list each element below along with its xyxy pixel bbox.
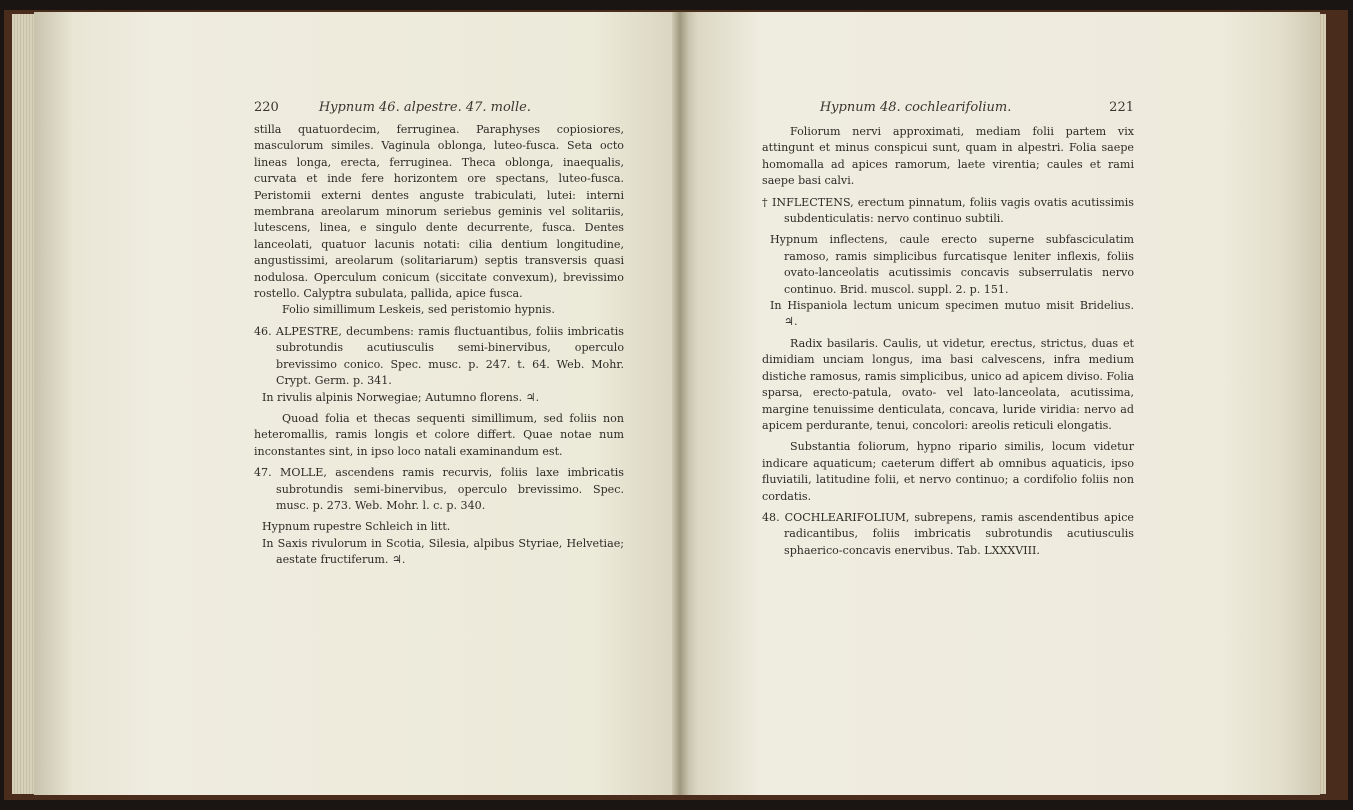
synonym-line: Hypnum inflectens, caule erecto superne subfasciculatim ramoso, ramis simplicibus furcatisque leniter inflexis, foliis ovato-lanceolatis acutissimis concavis subserrulatis nervo continuo. Brid. muscol. suppl. 2. p. 151. xyxy=(770,233,1134,296)
right-page-number: 221 xyxy=(1109,100,1134,115)
left-running-head xyxy=(254,100,624,115)
paragraph: stilla quatuordecim, ferruginea. Paraphyses copiosiores, masculorum similes. Vaginula oblonga, luteo-fusca. Seta octo lineas longa, erecta, ferruginea. Theca oblonga, inaequalis, curvata et inde fere horizontem ore spectans, luteo-fusca. Peristomii externi dentes anguste trabiculati, lutei: interni membrana areolarum minorum seriebus geminis vel solitariis, lutescens, linea, e singulo dente decurrente, fusca. Dentes lanceolati, quatuor lacunis notati: cilia dentium longitudine, angustissimi, areolarum (solitariarum) septis transversis quasi nodulosa. Operculum conicum (siccitate convexum), brevissimo rostello. Calyptra subulata, pallida, apice fusca. xyxy=(254,123,624,301)
paragraph: Radix basilaris. Caulis, ut videtur, erectus, strictus, duas et dimidiam unciam longus, ima basi calvescens, infra medium distiche ramosus, ramis simplicibus, unico ad apicem diviso. Folia sparsa, erecto-patula, ovato- vel lato-lanceolata, acutissima, margine tenuissime denticulata, concava, luride viridia: nervo ad apicem perdurante, tenui, concolori: areolis reticuli elongatis. xyxy=(762,336,1134,432)
open-book xyxy=(4,10,1348,800)
paragraph: Foliorum nervi approximati, mediam folii partem vix attingunt et minus conspicui sunt, quam in alpestri. Folia saepe homomalla ad apices ramorum, laete virentia; caules et rami saepe basi calvi. xyxy=(762,125,1134,188)
right-running-head xyxy=(762,100,1134,115)
habitat-line: In rivulis alpinis Norwegiae; Autumno florens. ♃. xyxy=(262,390,540,404)
species-entry-47: 47. MOLLE, ascendens ramis recurvis, foliis laxe imbricatis subrotundis semi-binervibus, operculo brevissimo. Spec. musc. p. 273. Web. Mohr. l. c. p. 340. xyxy=(254,466,624,512)
left-page-number: 220 xyxy=(254,100,279,115)
paragraph: Substantia foliorum, hypno ripario similis, locum videtur indicare aquaticum; caeterum differt ab omnibus aquaticis, ipso fluviatili, latitudine folii, et nervo continuo; a cordifolio foliis non cordatis. xyxy=(762,440,1134,503)
habitat-line: In Hispaniola lectum unicum specimen mutuo misit Bridelius. ♃. xyxy=(770,299,1134,329)
habitat-line: In Saxis rivulorum in Scotia, Silesia, alpibus Styriae, Helvetiae; aestate fructiferum. ♃. xyxy=(262,536,624,567)
right-page-text xyxy=(762,124,1134,559)
right-running-title: Hypnum 48. cochlearifolium. xyxy=(819,100,1012,115)
left-page-text xyxy=(254,122,624,569)
paragraph: Folio simillimum Leskeis, sed peristomio hypnis. xyxy=(282,303,555,317)
species-entry-46: 46. ALPESTRE, decumbens: ramis fluctuantibus, foliis imbricatis subrotundis acutiusculis semi-binervibus, operculo brevissimo conico. Spec. musc. p. 247. t. 64. Web. Mohr. Crypt. Germ. p. 341. xyxy=(254,324,624,388)
species-entry-inflectens: † INFLECTENS, erectum pinnatum, foliis vagis ovatis acutissimis subdenticulatis: nervo continuo subtili. xyxy=(762,195,1134,226)
left-page-edges xyxy=(12,14,36,794)
left-running-title: Hypnum 46. alpestre. 47. molle. xyxy=(318,100,531,115)
species-entry-48: 48. COCHLEARIFOLIUM, subrepens, ramis ascendentibus apice radicantibus, foliis imbricatis subrotundis acutiusculis sphaerico-concavis enervibus. Tab. LXXXVIII. xyxy=(762,510,1134,557)
synonym-line: Hypnum rupestre Schleich in litt. xyxy=(262,520,451,534)
paragraph: Quoad folia et thecas sequenti simillimum, sed foliis non heteromallis, ramis longis et colore differt. Quae notae num inconstantes sint, in ipso loco natali examinandum est. xyxy=(254,411,624,458)
book-gutter xyxy=(672,12,688,795)
